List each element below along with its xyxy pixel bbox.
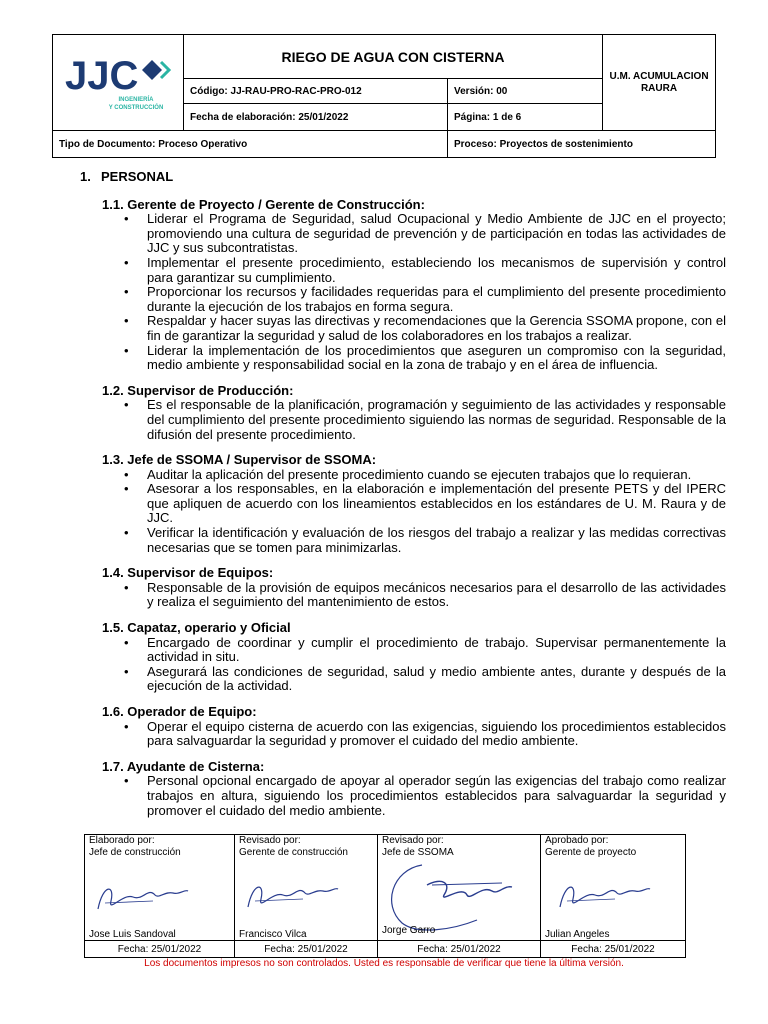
subsection-title: 1.1. Gerente de Proyecto / Gerente de Construcción: <box>102 196 425 212</box>
document-body <box>80 170 726 829</box>
approval-cell-aprobado <box>541 835 686 941</box>
logo-subtitle-1: INGENIERÍA <box>118 97 154 103</box>
approval-label: Elaborado por: <box>89 835 155 846</box>
subsection <box>102 566 726 610</box>
document-version: Versión: 00 <box>448 79 603 104</box>
bullet-list <box>102 636 726 694</box>
subsection-title: 1.3. Jefe de SSOMA / Supervisor de SSOMA: <box>102 452 377 468</box>
subsection-title: 1.2. Supervisor de Producción: <box>102 382 294 398</box>
approval-table <box>84 834 686 958</box>
list-item: • Implementar el presente procedimiento, estableciendo los mecanismos de supervisión y control para garantizar su cumplimiento. <box>102 256 726 285</box>
approver-name: Jose Luis Sandoval <box>89 929 176 940</box>
bullet-list <box>102 468 726 556</box>
list-item: • Liderar el Programa de Seguridad, salud Ocupacional y Medio Ambiente de JJC en el proyecto; promoviendo una cultura de seguridad de prevención y de participación en todas las actividades de JJC y sus subcontratistas. <box>102 212 726 256</box>
mining-unit: U.M. ACUMULACION RAURA <box>603 35 716 131</box>
signature-icon <box>93 879 193 919</box>
approval-label: Revisado por: <box>239 835 301 846</box>
approval-cell-elaborado <box>85 835 235 941</box>
document-title: RIEGO DE AGUA CON CISTERNA <box>184 35 603 79</box>
approval-role: Gerente de construcción <box>239 847 348 858</box>
approval-date: Fecha: 25/01/2022 <box>235 941 378 958</box>
subsection-title: 1.5. Capataz, operario y Oficial <box>102 620 291 636</box>
company-logo <box>53 35 184 131</box>
approver-name: Julian Angeles <box>545 929 610 940</box>
approval-date: Fecha: 25/01/2022 <box>85 941 235 958</box>
bullet-list <box>102 212 726 373</box>
bullet-list <box>102 774 726 818</box>
subsection-list <box>80 198 726 819</box>
subsection-title: 1.7. Ayudante de Cisterna: <box>102 758 265 774</box>
subsection-title: 1.6. Operador de Equipo: <box>102 704 257 719</box>
subsection <box>102 705 726 749</box>
approver-name: Francisco Vilca <box>239 929 307 940</box>
approval-date: Fecha: 25/01/2022 <box>378 941 541 958</box>
approval-role: Gerente de proyecto <box>545 847 637 858</box>
section-title: PERSONAL <box>101 169 174 184</box>
list-item: • Responsable de la provisión de equipos mecánicos necesarios para el desarrollo de las actividades y realiza el seguimiento del mantenimiento de estos. <box>102 581 726 610</box>
approval-label: Aprobado por: <box>545 835 609 846</box>
list-item: • Asesorar a los responsables, en la elaboración e implementación del presente PETS y del IPERC que apliquen de acuerdo con los lineamientos establecidos en los estándares de U. M. Raura y de JJC. <box>102 482 726 526</box>
process-name: Proceso: Proyectos de sostenimiento <box>448 131 716 158</box>
list-item: • Respaldar y hacer suyas las directivas y recomendaciones que la Gerencia SSOMA propone, con el fin de garantizar la seguridad y salud de los colaboradores en los trabajos a realizar. <box>102 314 726 343</box>
list-item: • Asegurará las condiciones de seguridad, salud y medio ambiente antes, durante y después de la ejecución de la actividad. <box>102 665 726 694</box>
subsection <box>102 198 726 373</box>
list-item: • Es el responsable de la planificación, programación y seguimiento de las actividades y responsable del cumplimiento del presente procedimiento siguiendo las normas de seguridad. Responsable de la difusión del presente procedimiento. <box>102 398 726 442</box>
list-item: • Personal opcional encargado de apoyar al operador según las exigencias del trabajo como realizar trabajos en altura, siguiendo los procedimientos establecidos para salvaguardar la seguridad y promover el cuidado del medio ambiente. <box>102 774 726 818</box>
list-item: • Encargado de coordinar y cumplir el procedimiento de trabajo. Supervisar permanentemente la actividad in situ. <box>102 636 726 665</box>
subsection <box>102 453 726 555</box>
subsection <box>102 621 726 694</box>
subsection <box>102 760 726 818</box>
signature-icon <box>243 877 343 917</box>
subsection <box>102 384 726 442</box>
approval-date: Fecha: 25/01/2022 <box>541 941 686 958</box>
bullet-list <box>102 398 726 442</box>
list-item: • Verificar la identificación y evaluación de los riesgos del trabajo a realizar y las medidas correctivas necesarias que se tomen para minimizarlas. <box>102 526 726 555</box>
bullet-list <box>102 581 726 610</box>
signature-icon <box>555 877 655 917</box>
document-control-notice: Los documentos impresos no son controlados. Usted es responsable de verificar que tiene la última versión. <box>144 958 624 969</box>
list-item: • Liderar la implementación de los procedimientos que aseguren un compromiso con la seguridad, medio ambiente y responsabilidad social en la zona de trabajo y en el área de influencia. <box>102 344 726 373</box>
document-header <box>52 34 716 158</box>
creation-date: Fecha de elaboración: 25/01/2022 <box>184 104 448 131</box>
page-number: Página: 1 de 6 <box>448 104 603 131</box>
document-code: Código: JJ-RAU-PRO-RAC-PRO-012 <box>184 79 448 104</box>
jjc-logo-icon <box>57 40 179 122</box>
approval-label: Revisado por: <box>382 835 444 846</box>
section-heading <box>80 170 726 185</box>
section-number: 1. <box>80 169 91 184</box>
approval-cell-revisado-1 <box>235 835 378 941</box>
list-item: • Operar el equipo cisterna de acuerdo con las exigencias, siguiendo los procedimientos establecidos para salvaguardar la seguridad y promover el cuidado del medio ambiente. <box>102 720 726 749</box>
approval-cell-revisado-2 <box>378 835 541 941</box>
logo-subtitle-2: Y CONSTRUCCIÓN <box>108 105 164 111</box>
list-item: • Auditar la aplicación del presente procedimiento cuando se ejecuten trabajos que lo requieran. <box>102 468 726 483</box>
bullet-list <box>102 720 726 749</box>
approval-role: Jefe de construcción <box>89 847 181 858</box>
signature-icon <box>382 855 522 935</box>
logo-text: JJC <box>65 54 139 98</box>
approver-name: Jorge Garro <box>382 925 436 936</box>
list-item: • Proporcionar los recursos y facilidades requeridas para el cumplimiento del presente procedimiento durante la ejecución de los trabajos en forma segura. <box>102 285 726 314</box>
approval-role: Jefe de SSOMA <box>382 847 454 858</box>
document-type: Tipo de Documento: Proceso Operativo <box>53 131 448 158</box>
subsection-title: 1.4. Supervisor de Equipos: <box>102 565 274 581</box>
